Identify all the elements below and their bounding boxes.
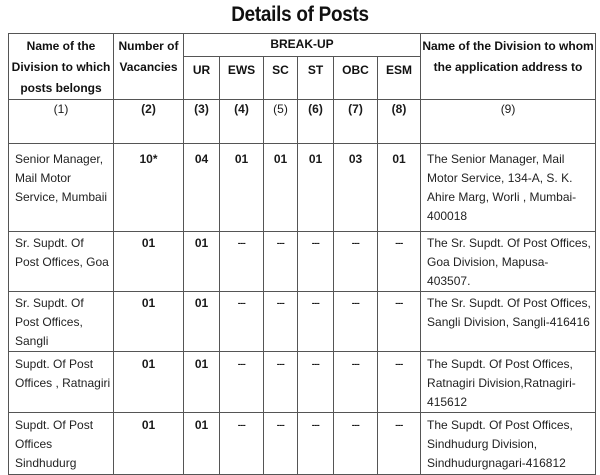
sc-cell: --- bbox=[264, 352, 298, 413]
address-cell: The Senior Manager, Mail Motor Service, 134-A, S. K. Ahire Marg, Worli , Mumbai-400018 bbox=[421, 144, 596, 232]
esm-cell: --- bbox=[378, 232, 421, 292]
obc-cell: --- bbox=[334, 413, 378, 475]
address-cell: The Supdt. Of Post Offices, Ratnagiri Division,Ratnagiri-415612 bbox=[421, 352, 596, 413]
vacancies-cell: 01 bbox=[114, 292, 184, 352]
sc-cell: --- bbox=[264, 232, 298, 292]
ews-cell: --- bbox=[220, 232, 264, 292]
table-row bbox=[9, 232, 596, 292]
header-sc: SC bbox=[264, 57, 298, 100]
ews-cell: --- bbox=[220, 413, 264, 475]
sc-cell: --- bbox=[264, 292, 298, 352]
header-ews: EWS bbox=[220, 57, 264, 100]
st-cell: --- bbox=[298, 352, 334, 413]
ews-cell: --- bbox=[220, 352, 264, 413]
table-row bbox=[9, 292, 596, 352]
column-number: (1) bbox=[9, 100, 114, 144]
vacancies-cell: 01 bbox=[114, 352, 184, 413]
header-st: ST bbox=[298, 57, 334, 100]
header-obc: OBC bbox=[334, 57, 378, 100]
vacancies-cell: 01 bbox=[114, 232, 184, 292]
sc-cell: 01 bbox=[264, 144, 298, 232]
division-name-cell: Supdt. Of Post Offices Sindhudurg bbox=[9, 413, 114, 475]
header-break-up: BREAK-UP bbox=[184, 34, 421, 57]
st-cell: --- bbox=[298, 232, 334, 292]
esm-cell: 01 bbox=[378, 144, 421, 232]
ur-cell: 01 bbox=[184, 292, 220, 352]
division-name-cell: Sr. Supdt. Of Post Offices, Sangli bbox=[9, 292, 114, 352]
page-title: Details of Posts bbox=[231, 3, 369, 26]
column-number: (8) bbox=[378, 100, 421, 144]
column-number: (5) bbox=[264, 100, 298, 144]
division-name-cell: Supdt. Of Post Offices , Ratnagiri bbox=[9, 352, 114, 413]
obc-cell: --- bbox=[334, 352, 378, 413]
vacancies-cell: 01 bbox=[114, 413, 184, 475]
esm-cell: --- bbox=[378, 413, 421, 475]
header-ur: UR bbox=[184, 57, 220, 100]
sc-cell: --- bbox=[264, 413, 298, 475]
address-cell: The Sr. Supdt. Of Post Offices, Goa Division, Mapusa-403507. bbox=[421, 232, 596, 292]
ur-cell: 01 bbox=[184, 232, 220, 292]
ews-cell: --- bbox=[220, 292, 264, 352]
column-number: (7) bbox=[334, 100, 378, 144]
ur-cell: 01 bbox=[184, 413, 220, 475]
header-esm: ESM bbox=[378, 57, 421, 100]
ur-cell: 04 bbox=[184, 144, 220, 232]
obc-cell: --- bbox=[334, 292, 378, 352]
column-number: (4) bbox=[220, 100, 264, 144]
st-cell: 01 bbox=[298, 144, 334, 232]
header-vacancies: Number of Vacancies bbox=[114, 34, 184, 100]
ews-cell: 01 bbox=[220, 144, 264, 232]
column-numbering-row bbox=[9, 100, 596, 144]
st-cell: --- bbox=[298, 292, 334, 352]
vacancies-cell: 10* bbox=[114, 144, 184, 232]
posts-table bbox=[8, 33, 596, 475]
header-row bbox=[9, 34, 596, 57]
obc-cell: --- bbox=[334, 232, 378, 292]
column-number: (3) bbox=[184, 100, 220, 144]
esm-cell: --- bbox=[378, 352, 421, 413]
column-number: (2) bbox=[114, 100, 184, 144]
esm-cell: --- bbox=[378, 292, 421, 352]
division-name-cell: Sr. Supdt. Of Post Offices, Goa bbox=[9, 232, 114, 292]
column-number: (9) bbox=[421, 100, 596, 144]
table-row bbox=[9, 144, 596, 232]
ur-cell: 01 bbox=[184, 352, 220, 413]
table-row bbox=[9, 413, 596, 475]
division-name-cell: Senior Manager, Mail Motor Service, Mumbaii bbox=[9, 144, 114, 232]
obc-cell: 03 bbox=[334, 144, 378, 232]
header-address-division: Name of the Division to whom the application address to bbox=[421, 34, 596, 100]
address-cell: The Supdt. Of Post Offices, Sindhudurg Division, Sindhudurgnagari-416812 bbox=[421, 413, 596, 475]
table-row bbox=[9, 352, 596, 413]
st-cell: --- bbox=[298, 413, 334, 475]
header-division-name: Name of the Division to which posts belongs bbox=[9, 34, 114, 100]
column-number: (6) bbox=[298, 100, 334, 144]
address-cell: The Sr. Supdt. Of Post Offices, Sangli Division, Sangli-416416 bbox=[421, 292, 596, 352]
